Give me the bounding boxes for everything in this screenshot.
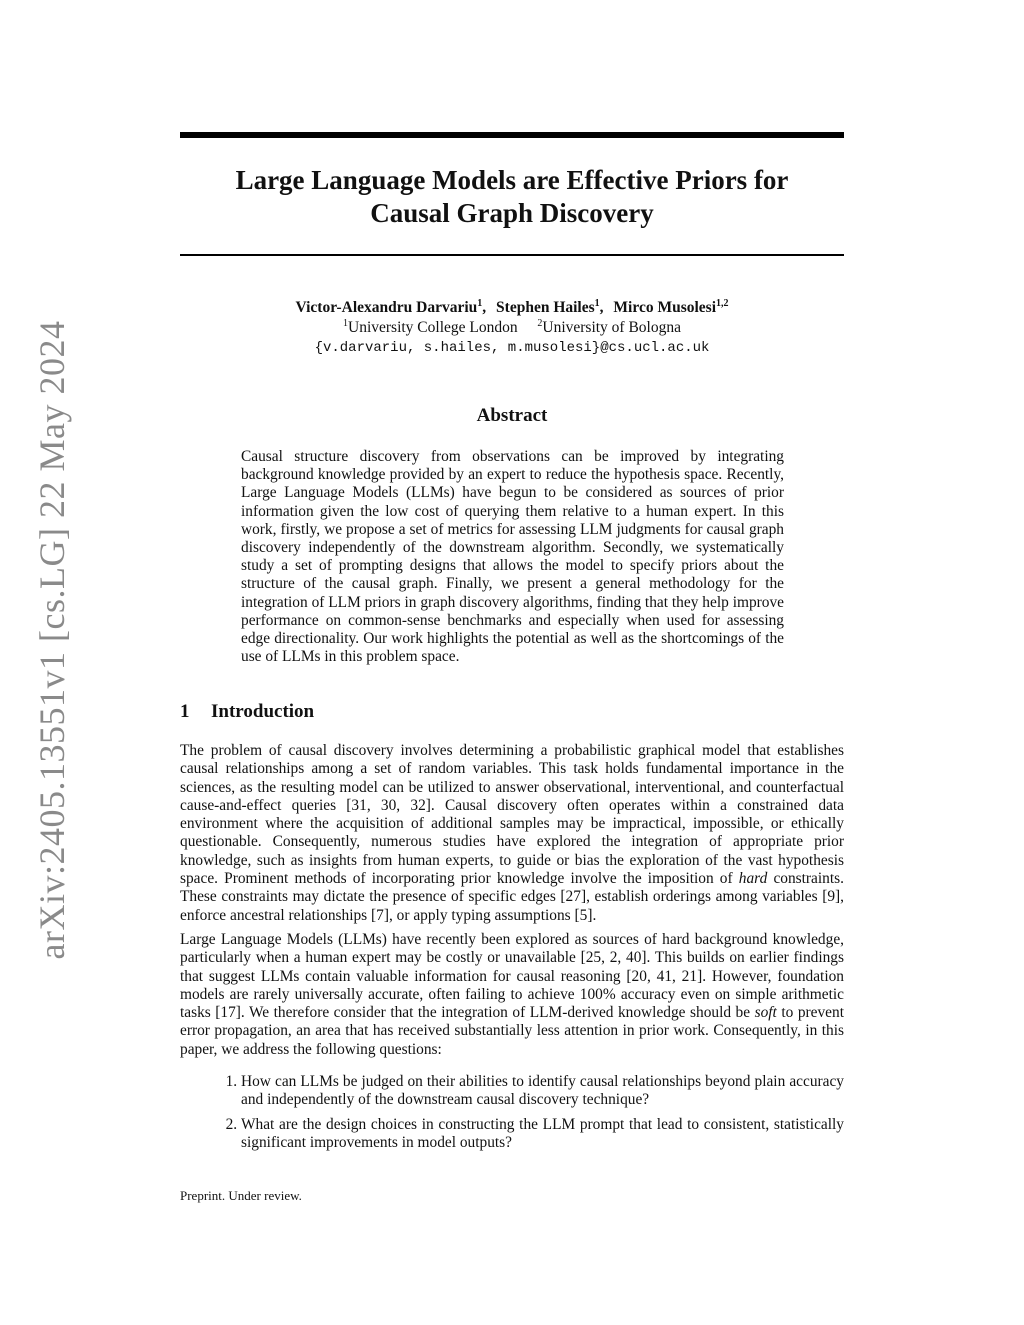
author-affiliation-mark: 1 <box>477 298 483 309</box>
text-span: constraints. These constraints may dictate the presence of specific edges [27], establish orderings among variables [9], enforce ancestral relationships [7], or apply typing assumptions [5]. <box>180 870 844 924</box>
arxiv-identifier: arXiv:2405.13551v1 [cs.LG] 22 May 2024 <box>32 320 72 960</box>
author-affiliation-mark: 1,2 <box>716 298 729 309</box>
author-name: Stephen Hailes <box>496 299 595 316</box>
title-top-rule <box>180 132 844 138</box>
intro-paragraph-1 <box>180 742 844 925</box>
research-questions-list <box>180 1073 844 1152</box>
affiliation-mark: 2 <box>537 318 543 329</box>
abstract-text: Causal structure discovery from observations can be improved by integrating background knowledge provided by an expert to reduce the hypothesis space. Recently, Large Language Models (LLMs) have begun to be considered as sources of prior information given the low cost of querying them relative to a human expert. In this work, firstly, we propose a set of metrics for assessing LLM judgments for causal graph discovery independently of the downstream algorithm. Secondly, we systematically study a set of prompting designs that allows the model to specify priors about the structure of the causal graph. Finally, we present a general methodology for the integration of LLM priors in graph discovery algorithms, finding that they help improve performance on common-sense benchmarks and especially when used for assessing edge directionality. Our work highlights the potential as well as the shortcomings of the use of LLMs in this problem space. <box>241 448 784 666</box>
title-bottom-rule <box>180 254 844 256</box>
author-name: Victor-Alexandru Darvariu <box>295 299 478 316</box>
author-block <box>180 298 844 358</box>
affiliation-name: University College London <box>348 319 518 336</box>
text-span: to prevent error propagation, an area that has received substantially less attention in prior work. Consequently, in this paper, we address the following questions: <box>180 1004 844 1058</box>
research-question: 1. How can LLMs be judged on their abilities to identify causal relationships beyond plain accuracy and independently of the downstream causal discovery technique? <box>241 1073 844 1110</box>
research-question: 2. What are the design choices in constructing the LLM prompt that lead to consistent, statistically significant improvements in model outputs? <box>241 1116 844 1153</box>
author-list: Victor-Alexandru Darvariu$^1$, Stephen Hailes$^1$, Mirco Musolesi$^{1,2}$ <box>295 298 729 316</box>
title-line-1: Large Language Models are Effective Priors for <box>235 165 789 195</box>
paper-title <box>180 164 844 230</box>
affiliation-name: University of Bologna <box>542 319 681 336</box>
author-name: Mirco Musolesi <box>613 299 717 316</box>
section-heading-introduction <box>180 700 314 724</box>
text-span: Large Language Models (LLMs) have recently been explored as sources of hard background knowledge, particularly when a human expert may be costly or unavailable [25, 2, 40]. This builds on earlier findings that suggest LLMs contain valuable information for causal reasoning [20, 41, 21]. However, foundation models are rarely universally accurate, often failing to achieve 100% accuracy even on simple arithmetic tasks [17]. We therefore consider that the integration of LLM-derived knowledge should be <box>180 930 844 1022</box>
section-title: Introduction <box>211 701 315 722</box>
abstract-heading: Abstract <box>476 405 548 426</box>
author-emails: {v.darvariu, s.hailes, m.musolesi}@cs.ucl.ac.uk <box>314 340 710 356</box>
author-affiliation-mark: 1 <box>594 298 600 309</box>
intro-paragraph-2 <box>180 931 844 1059</box>
title-line-2: Causal Graph Discovery <box>370 198 654 228</box>
affiliation-mark: 1 <box>343 318 348 329</box>
affiliation-list <box>180 318 844 338</box>
text-span: The problem of causal discovery involves determining a probabilistic graphical model that establishes causal relationships among a set of random variables. This task holds fundamental importance in the sciences, as the resulting model can be utilized to answer observational, interventional, and counterfactual cause-and-effect queries [31, 30, 32]. Causal discovery often operates within a constrained data environment where the acquisition of additional samples may be impractical, impossible, or ethically questionable. Consequently, numerous studies have explored the integration of appropriate prior knowledge, such as insights from human experts, to guide or bias the exploration of the vast hypothesis space. Prominent methods of incorporating prior knowledge involve the imposition of <box>180 742 844 888</box>
preprint-footer: Preprint. Under review. <box>180 1188 302 1203</box>
introduction-body <box>180 742 844 1158</box>
emphasis-soft: soft <box>754 1004 777 1022</box>
section-number: 1 <box>180 701 190 722</box>
emphasis-hard: hard <box>738 870 768 888</box>
